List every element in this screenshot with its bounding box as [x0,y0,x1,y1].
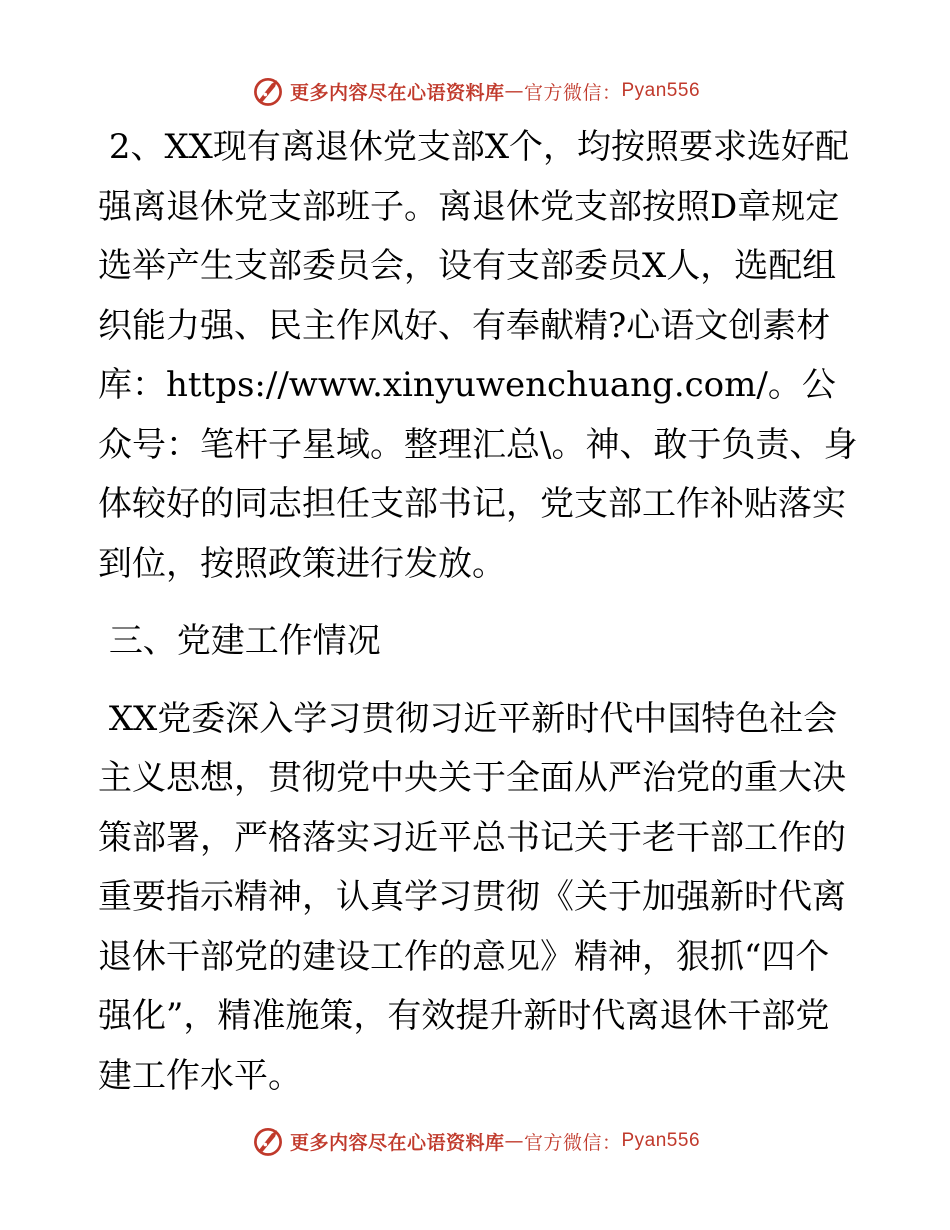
paragraph-party-branches: 2、XX现有离退休党支部X个，均按照要求选好配强离退休党支部班子。离退休党支部按照D章规定选举产生支部委员会，设有支部委员X人，选配组织能力强、民主作风好、有奉献精?心语文创素材库：https://www.xinyuwenchuang.com/。公众号：笔杆子星域。整理汇总\。神、敢于负责、身体较好的同志担任支部书记，党支部工作补贴落实到位，按照政策进行发放。 [98,127,858,584]
header-dash: — [504,80,524,102]
footer-dash: — [504,1130,524,1152]
page-footer-watermark [0,1121,950,1161]
page-header-watermark [0,71,950,111]
pen-circle-logo-icon [250,73,286,109]
pen-circle-logo-icon [250,1123,286,1159]
document-body [98,118,858,1106]
paragraph-party-committee: XX党委深入学习贯彻习近平新时代中国特色社会主义思想，贯彻党中央关于全面从严治党的重大决策部署，严格落实习近平总书记关于老干部工作的重要指示精神，认真学习贯彻《关于加强新时代离退休干部党的建设工作的意见》精神，狠抓“四个强化”，精准施策，有效提升新时代离退休干部党建工作水平。 [98,698,846,1096]
header-brand-text: 更多内容尽在心语资料库 [289,81,505,104]
footer-wechat-id: Pyan556 [621,1130,701,1151]
header-wechat-id: Pyan556 [621,80,701,101]
section-heading-party-building: 三、党建工作情况 [98,621,381,661]
footer-brand-text: 更多内容尽在心语资料库 [289,1131,505,1154]
footer-wechat-label: 官方微信： [523,1131,622,1154]
header-wechat-label: 官方微信： [523,81,622,104]
